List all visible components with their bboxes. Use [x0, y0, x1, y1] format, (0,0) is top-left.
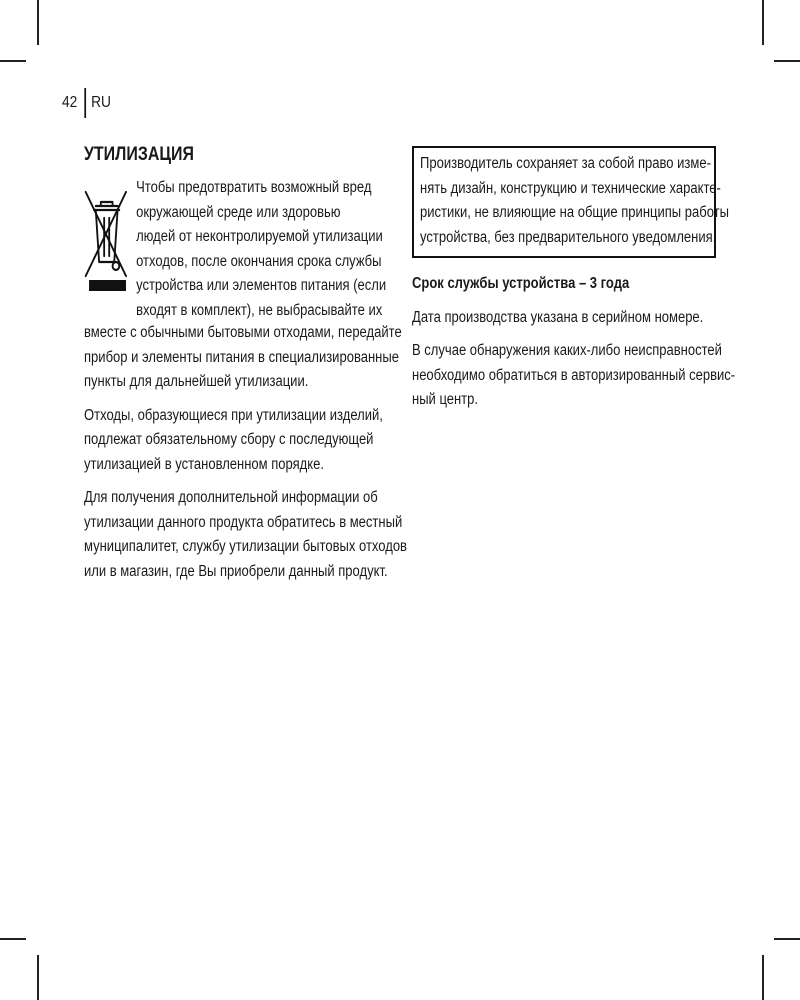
text-line: Производитель сохраняет за собой право изме- — [420, 155, 711, 172]
text-line: прибор и элементы питания в специализированные — [84, 348, 399, 366]
language-code: RU — [91, 94, 111, 111]
crop-mark — [37, 955, 39, 1000]
text-line: необходимо обратиться в авторизированный сервис- — [412, 366, 736, 384]
page-number: 42 — [62, 94, 78, 111]
text-line: утилизации данного продукта обратитесь в местный — [84, 513, 403, 531]
text-line: ристики, не влияющие на общие принципы работы — [420, 204, 729, 221]
service-life-heading: Срок службы устройства – 3 года — [412, 275, 630, 292]
crop-mark — [0, 60, 26, 62]
text-line: отходов, после окончания срока службы — [136, 252, 382, 270]
text-line: В случае обнаружения каких-либо неисправностей — [412, 342, 722, 359]
text-line: Чтобы предотвратить возможный вред — [136, 179, 372, 196]
crossed-out-wheelie-bin-icon — [84, 184, 128, 294]
text-line: муниципалитет, службу утилизации бытовых отходов — [84, 538, 407, 555]
text-line: Для получения дополнительной информации об — [84, 489, 378, 506]
text-line: устройства, без предварительного уведомления. — [420, 228, 717, 246]
disposal-intro — [84, 174, 387, 321]
text-line: окружающей среде или здоровью — [136, 203, 341, 221]
notice-section — [412, 146, 736, 413]
crop-mark — [0, 938, 26, 940]
disposal-intro-continued — [84, 321, 402, 395]
text-line: Отходы, образующиеся при утилизации изделий, — [84, 406, 383, 424]
text-line: вместе с обычными бытовыми отходами, передайте — [84, 324, 402, 341]
text-line: нять дизайн, конструкцию и технические характе- — [420, 179, 721, 197]
crop-mark — [774, 60, 800, 62]
text-line: утилизацией в установленном порядке. — [84, 455, 324, 473]
disposal-section — [84, 142, 407, 584]
disposal-title: УТИЛИЗАЦИЯ — [84, 144, 194, 165]
disposal-paragraph-3 — [84, 486, 407, 584]
crop-mark — [762, 0, 764, 45]
text-line: людей от неконтролируемой утилизации — [136, 228, 383, 245]
text-line: устройства или элементов питания (если — [136, 277, 387, 294]
text-line: пункты для дальнейшей утилизации. — [84, 373, 309, 390]
text-line: подлежат обязательному сбору с последующей — [84, 431, 374, 448]
manufacturer-notice-box — [412, 146, 729, 258]
page-header — [62, 89, 111, 117]
text-line: или в магазин, где Вы приобрели данный продукт. — [84, 562, 388, 580]
disposal-paragraph-2 — [84, 404, 383, 478]
crop-mark — [774, 938, 800, 940]
crop-mark — [762, 955, 764, 1000]
text-line: входят в комплект), не выбрасывайте их — [136, 301, 383, 319]
crop-mark — [37, 0, 39, 45]
header-divider — [84, 88, 86, 118]
production-date-text: Дата производства указана в серийном номере. — [412, 308, 704, 326]
defects-paragraph — [412, 339, 736, 413]
text-line: ный центр. — [412, 391, 479, 408]
